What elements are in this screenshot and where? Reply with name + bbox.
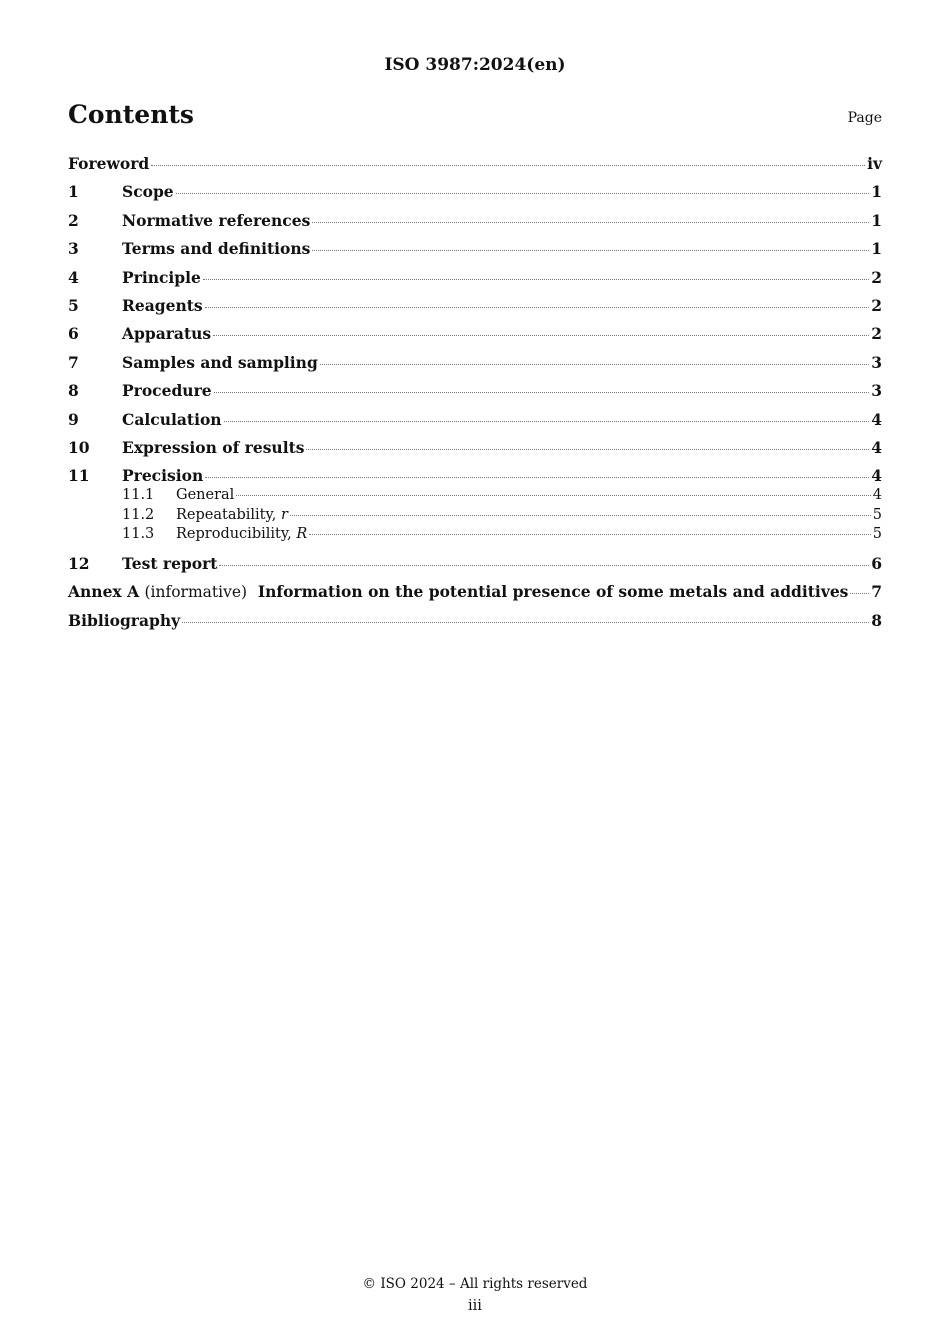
toc-entry-number: 10	[68, 437, 90, 457]
page-number: iii	[468, 1298, 482, 1314]
dot-leader	[236, 495, 870, 496]
toc-entry-page: 3	[871, 381, 882, 401]
dot-leader	[151, 165, 865, 166]
toc-subentry-page: 4	[872, 487, 882, 504]
toc-entry-page: 3	[871, 352, 882, 372]
toc-entry-number: 11	[68, 466, 90, 486]
toc-entry-test-report[interactable]	[68, 554, 882, 582]
dot-leader	[320, 364, 869, 365]
toc-entry-page: iv	[867, 154, 882, 173]
copyright-footer: © ISO 2024 – All rights reserved	[362, 1276, 588, 1292]
toc-entry-title: Foreword	[68, 154, 150, 173]
toc-entry-title: Test report	[122, 553, 218, 573]
toc-entry-page: 8	[871, 610, 882, 630]
dot-leader	[205, 477, 869, 478]
toc-entry-calculation[interactable]	[68, 410, 882, 438]
toc-entry-bibliography[interactable]	[68, 611, 882, 639]
toc-entry-precision[interactable]	[68, 466, 882, 487]
toc-entry-normative-references[interactable]	[68, 211, 882, 239]
toc-subentry-variable: r	[280, 506, 288, 523]
toc-subentry-title	[176, 507, 288, 523]
toc-entry-page: 4	[871, 409, 882, 429]
toc-entry-page: 2	[871, 324, 882, 344]
document-id-header: ISO 3987:2024(en)	[384, 55, 566, 75]
toc-entry-number: 6	[68, 324, 79, 344]
toc-entry-number: 9	[68, 409, 79, 429]
toc-entry-title: Reagents	[122, 295, 203, 315]
toc-entry-page: 7	[871, 582, 882, 602]
dot-leader	[205, 307, 870, 308]
dot-leader	[312, 222, 869, 223]
toc-entry-page: 2	[871, 295, 882, 315]
dot-leader	[312, 250, 869, 251]
dot-leader	[224, 421, 870, 422]
toc-subentry-number: 11.1	[122, 487, 155, 504]
dot-leader	[309, 534, 871, 535]
dot-leader	[203, 279, 869, 280]
toc-entry-title: Procedure	[122, 381, 212, 401]
toc-entry-terms-and-definitions[interactable]	[68, 239, 882, 267]
toc-entry-number: 3	[68, 239, 79, 259]
annex-title-text: Information on the potential presence of some metals and additives	[257, 582, 849, 602]
page-column-label: Page	[847, 110, 882, 126]
toc-entry-page: 1	[871, 182, 882, 202]
toc-entry-number: 5	[68, 295, 79, 315]
toc-subentry-title-text: Reproducibility,	[176, 526, 297, 543]
toc-entry-reagents[interactable]	[68, 296, 882, 324]
toc-entry-principle[interactable]	[68, 268, 882, 296]
dot-leader	[850, 593, 869, 594]
toc-subentry-title-text: Repeatability,	[176, 506, 281, 523]
toc-entry-number: 8	[68, 381, 79, 401]
toc-entry-title: Bibliography	[68, 610, 181, 630]
toc-subentry-page: 5	[872, 506, 882, 523]
toc-entry-title: Terms and definitions	[122, 239, 311, 259]
toc-subentry-variable: R	[296, 526, 308, 543]
dot-leader	[290, 515, 871, 516]
dot-leader	[306, 449, 869, 450]
toc-subentry-number: 11.2	[122, 506, 155, 523]
toc-entry-annex-a[interactable]	[68, 582, 882, 610]
toc-entry-title: Principle	[122, 267, 201, 287]
dot-leader	[213, 335, 869, 336]
toc-annex-title	[68, 582, 848, 601]
dot-leader	[214, 392, 870, 393]
toc-subentry-number: 11.3	[122, 526, 155, 543]
toc-entry-page: 4	[871, 437, 882, 457]
toc-entry-procedure[interactable]	[68, 381, 882, 409]
toc-subentry-page: 5	[872, 526, 882, 543]
toc-entry-title: Samples and sampling	[122, 352, 318, 372]
toc-entry-foreword[interactable]	[68, 154, 882, 182]
toc-entry-title: Apparatus	[122, 324, 212, 344]
annex-label: Annex A	[68, 582, 140, 602]
toc-entry-samples-and-sampling[interactable]	[68, 353, 882, 381]
toc-entry-page: 2	[871, 267, 882, 287]
toc-entry-page: 4	[871, 466, 882, 486]
annex-qualifier: (informative)	[144, 583, 248, 602]
table-of-contents	[68, 154, 882, 639]
toc-entry-title: Normative references	[122, 210, 311, 230]
toc-subentry-title: General	[176, 487, 235, 504]
toc-entry-number: 2	[68, 210, 79, 230]
toc-entry-page: 1	[871, 239, 882, 259]
toc-entry-number: 12	[68, 553, 90, 573]
toc-entry-page: 1	[871, 210, 882, 230]
contents-heading: Contents	[68, 100, 195, 129]
toc-entry-expression-of-results[interactable]	[68, 438, 882, 466]
toc-entry-title: Calculation	[122, 409, 222, 429]
toc-entry-number: 1	[68, 182, 79, 202]
dot-leader	[219, 565, 869, 566]
toc-entry-apparatus[interactable]	[68, 324, 882, 352]
toc-entry-title: Scope	[122, 182, 174, 202]
toc-entry-title: Expression of results	[122, 437, 305, 457]
toc-entry-number: 7	[68, 352, 79, 372]
dot-leader	[182, 622, 869, 623]
toc-entry-title: Precision	[122, 466, 204, 486]
toc-subentry-title	[176, 526, 307, 542]
toc-subentry-reproducibility[interactable]	[68, 526, 882, 546]
toc-subentry-repeatability[interactable]	[68, 507, 882, 527]
toc-entry-scope[interactable]	[68, 182, 882, 210]
toc-subentry-general[interactable]	[68, 487, 882, 507]
toc-entry-page: 6	[871, 553, 882, 573]
toc-entry-number: 4	[68, 267, 79, 287]
dot-leader	[176, 193, 870, 194]
